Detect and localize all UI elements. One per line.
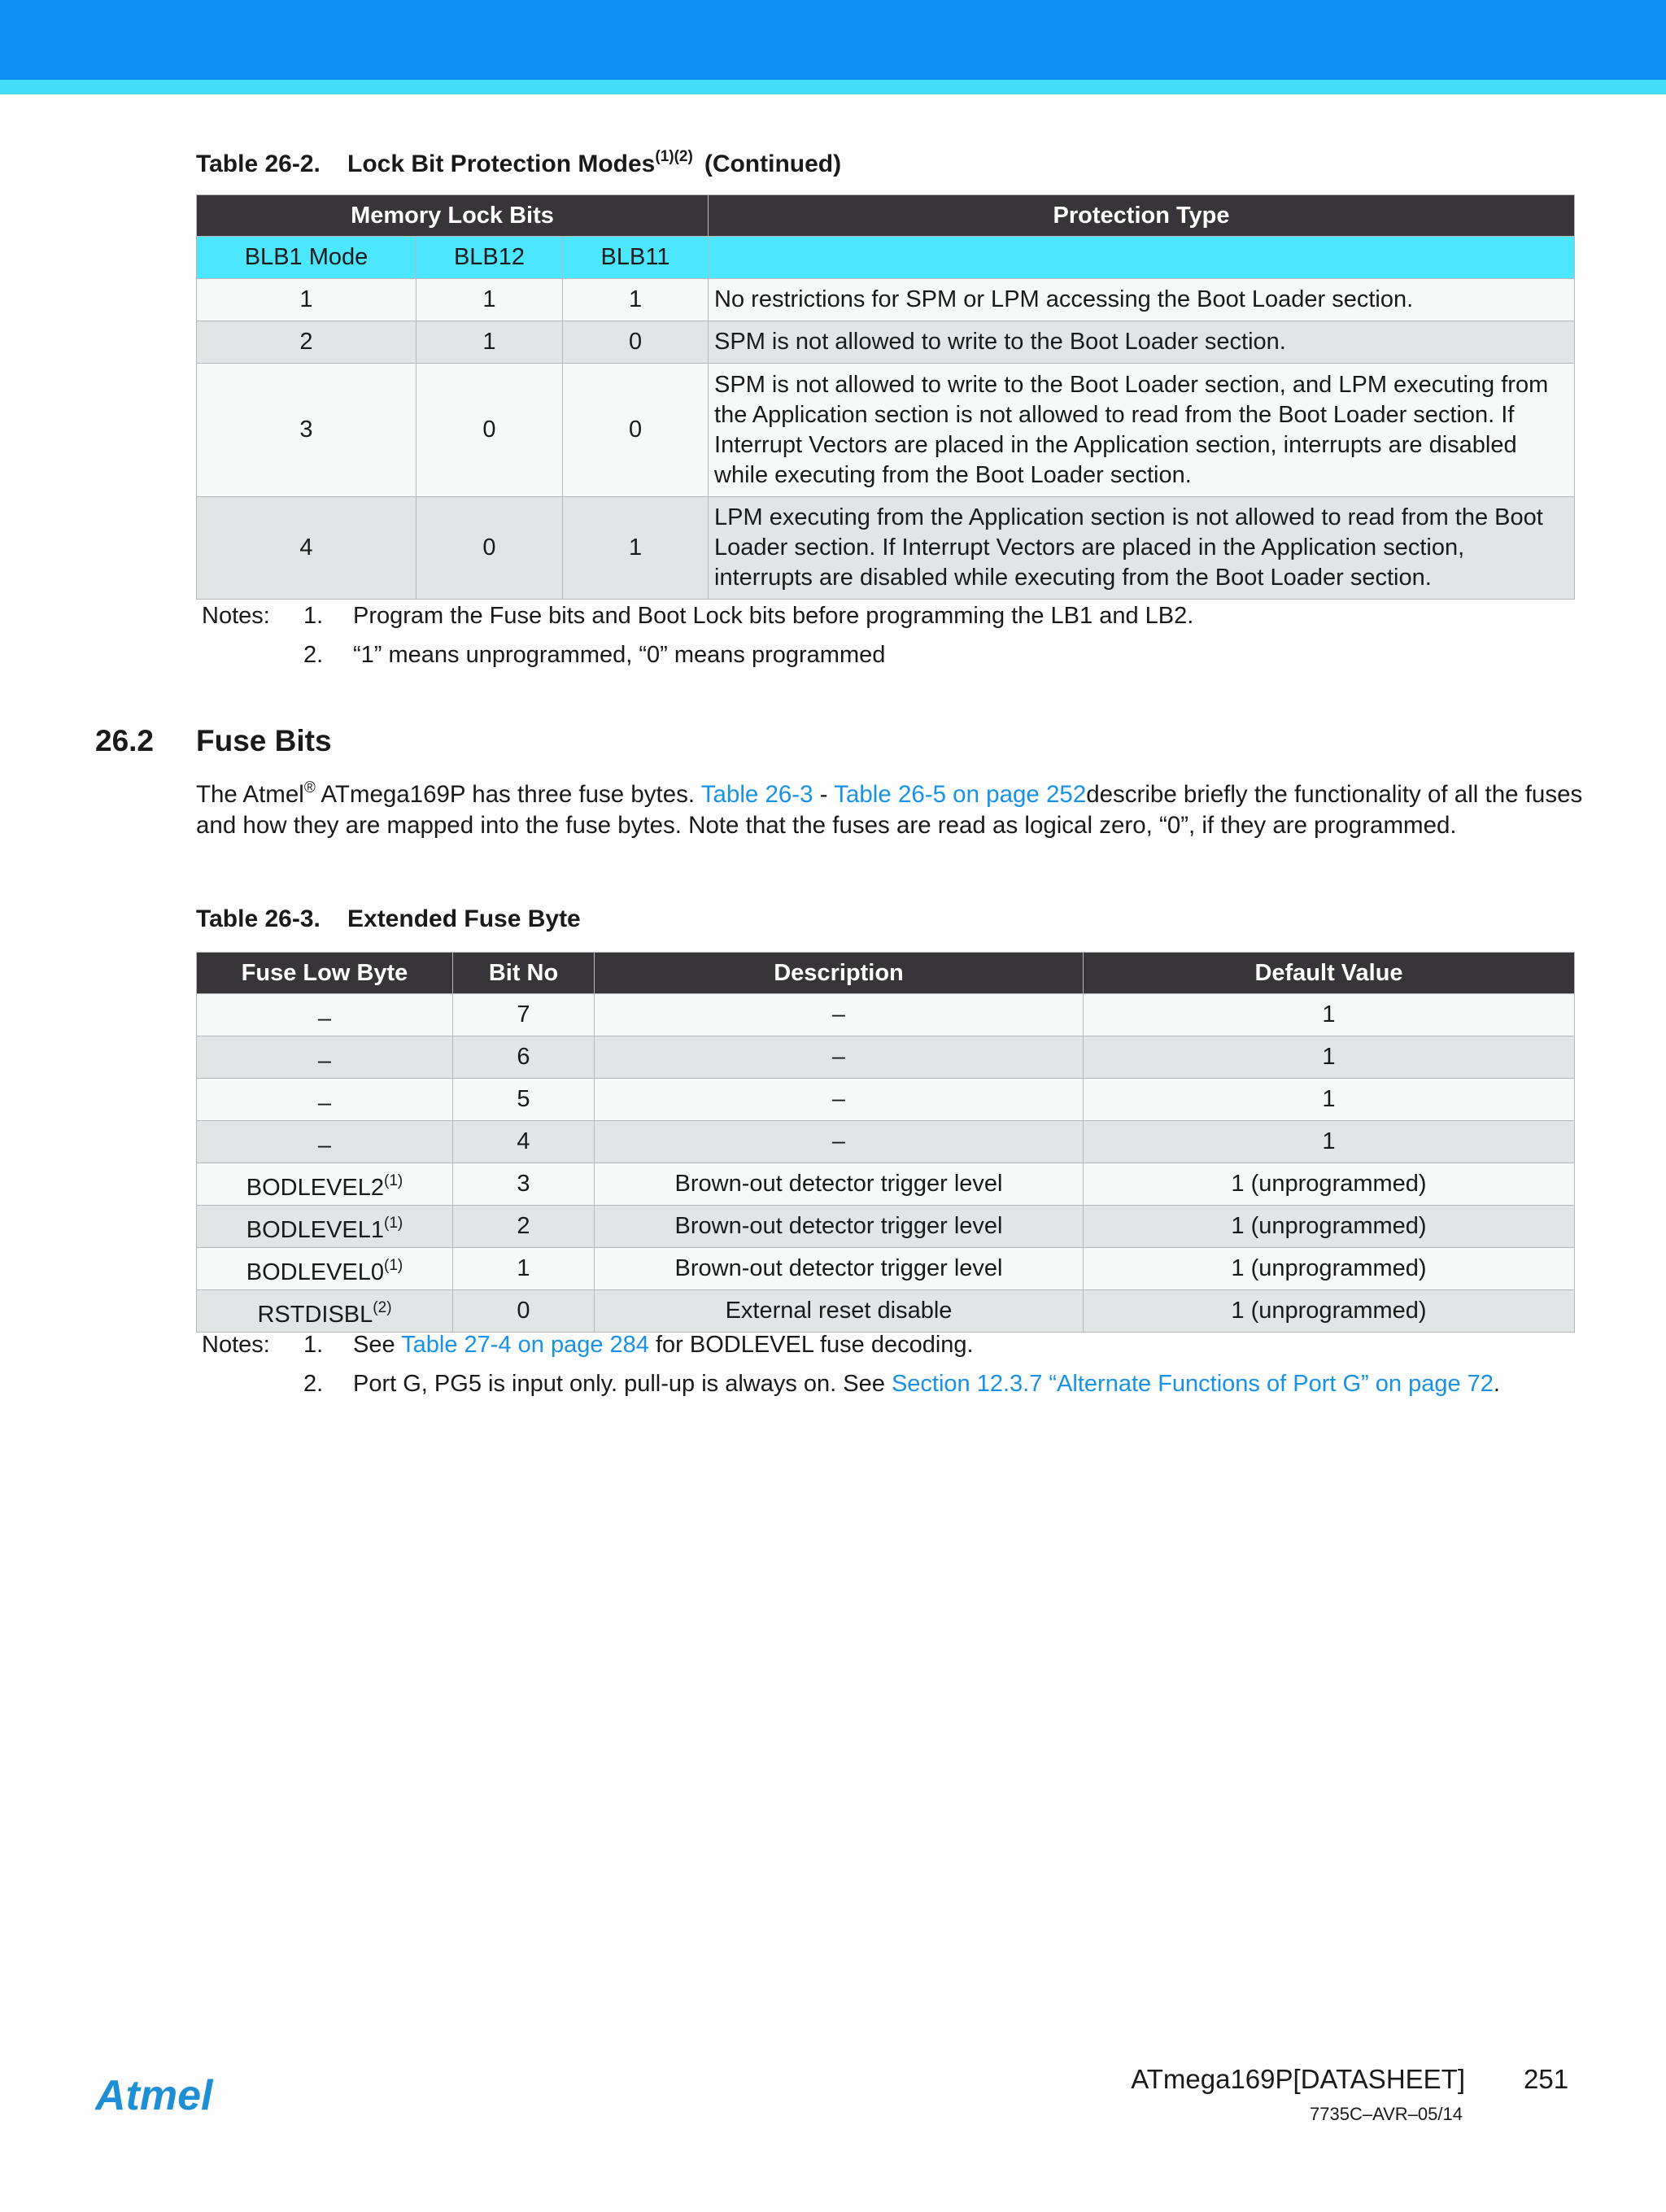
- table-row: [197, 1079, 1575, 1121]
- table-cell: 0: [563, 321, 709, 364]
- table-cell: 1: [453, 1248, 595, 1290]
- table-row: [197, 497, 1575, 600]
- table-cell: BODLEVEL1$^{(1)}$: [197, 1206, 453, 1248]
- table-row: [197, 1206, 1575, 1248]
- table-cell: 1: [1084, 1079, 1575, 1121]
- table2-caption: [196, 905, 581, 933]
- table-27-4-link[interactable]: Table 27-4 on page 284: [401, 1332, 649, 1358]
- notes-label: Notes:: [202, 603, 270, 629]
- page-number: 251: [1524, 2064, 1569, 2094]
- table-cell: 4: [453, 1121, 595, 1163]
- table-cell: 0: [416, 364, 563, 497]
- column-subheader: BLB11: [563, 237, 709, 279]
- table-cell: Brown-out detector trigger level: [595, 1248, 1084, 1290]
- table-cell: 0: [416, 497, 563, 600]
- table-cell: 1 (unprogrammed): [1084, 1163, 1575, 1206]
- table-cell: 1: [563, 497, 709, 600]
- column-header: Protection Type: [709, 195, 1575, 237]
- table1-number: Table 26-2.: [196, 151, 321, 177]
- note-text: Port G, PG5 is input only. pull-up is always on. See Section 12.3.7 “Alternate Functions of Port G” on page 72.: [353, 1371, 1500, 1397]
- note-text: Program the Fuse bits and Boot Lock bits before programming the LB1 and LB2.: [353, 603, 1194, 629]
- table-cell: 7: [453, 994, 595, 1036]
- table-row: [197, 1248, 1575, 1290]
- table-cell: 4: [197, 497, 416, 600]
- section-12-3-7-link[interactable]: Section 12.3.7 “Alternate Functions of Port G” on page 72: [891, 1371, 1494, 1397]
- para-text: ATmega169P has three fuse bytes.: [315, 781, 701, 808]
- table-cell: –: [197, 994, 453, 1036]
- document-code: 7735C–AVR–05/14: [1310, 2104, 1463, 2124]
- table-cell: RSTDISBL$^{(2)}$: [197, 1290, 453, 1333]
- note-number: 2.: [303, 1371, 324, 1397]
- table-cell: 1 (unprogrammed): [1084, 1248, 1575, 1290]
- table-header-row: [197, 953, 1575, 994]
- table-cell: 1: [416, 279, 563, 321]
- column-header: Fuse Low Byte: [197, 953, 453, 994]
- note-text: See Table 27-4 on page 284 for BODLEVEL fuse decoding.: [353, 1332, 974, 1358]
- table-cell: 5: [453, 1079, 595, 1121]
- table-cell: –: [595, 1121, 1084, 1163]
- table-cell: –: [595, 1036, 1084, 1079]
- table-cell: 3: [453, 1163, 595, 1206]
- section-paragraph: [196, 773, 1587, 841]
- column-header: Bit No: [453, 953, 595, 994]
- header-bar: [0, 0, 1666, 80]
- table1-caption: [196, 148, 841, 178]
- column-subheader: BLB12: [416, 237, 563, 279]
- column-header: Default Value: [1084, 953, 1575, 994]
- table-cell: 3: [197, 364, 416, 497]
- table-cell: –: [595, 1079, 1084, 1121]
- table-cell: SPM is not allowed to write to the Boot Loader section.: [709, 321, 1575, 364]
- table-cell: –: [595, 994, 1084, 1036]
- table1-title-sup: (1)(2): [655, 148, 693, 165]
- table-cell: 0: [453, 1290, 595, 1333]
- table-row: [197, 1036, 1575, 1079]
- table-cell: External reset disable: [595, 1290, 1084, 1333]
- table2-number: Table 26-3.: [196, 905, 321, 932]
- table-cell: –: [197, 1036, 453, 1079]
- column-subheader: BLB1 Mode: [197, 237, 416, 279]
- para-text: -: [813, 781, 835, 808]
- table-cell: –: [197, 1079, 453, 1121]
- extended-fuse-byte-table: [196, 952, 1575, 1333]
- section-number: 26.2: [95, 724, 155, 757]
- table-row: [197, 321, 1575, 364]
- table-cell: BODLEVEL0$^{(1)}$: [197, 1248, 453, 1290]
- table-cell: 1: [563, 279, 709, 321]
- logo-text: Atmel: [95, 2072, 213, 2119]
- table-cell: No restrictions for SPM or LPM accessing the Boot Loader section.: [709, 279, 1575, 321]
- table-row: [197, 279, 1575, 321]
- table-cell: –: [197, 1121, 453, 1163]
- table-26-3-link[interactable]: Table 26-3: [700, 781, 813, 808]
- table-row: [197, 994, 1575, 1036]
- table-cell: Brown-out detector trigger level: [595, 1206, 1084, 1248]
- table-cell: 1: [1084, 994, 1575, 1036]
- table-cell: 1: [416, 321, 563, 364]
- document-title: ATmega169P[DATASHEET]: [1131, 2064, 1465, 2094]
- table-cell: 1: [1084, 1121, 1575, 1163]
- table-row: [197, 364, 1575, 497]
- lock-bit-table: [196, 194, 1575, 600]
- table-cell: SPM is not allowed to write to the Boot Loader section, and LPM executing from the Application section is not allowed to read from the Boot Loader section. If Interrupt Vectors are placed in the Application section, interrupts are disabled while executing from the Boot Loader section.: [709, 364, 1575, 497]
- atmel-logo: [95, 2070, 242, 2119]
- column-header: Description: [595, 953, 1084, 994]
- table-row: [197, 1121, 1575, 1163]
- para-text: describe briefly the functionality of all the fuses and how they are mapped into the fuse bytes. Note that the fuses are read as logical zero, “0”, if they are programmed.: [196, 781, 1583, 839]
- table-cell: 2: [453, 1206, 595, 1248]
- table2-title: Extended Fuse Byte: [347, 905, 581, 932]
- section-title: Fuse Bits: [196, 724, 332, 757]
- note-number: 1.: [303, 1332, 324, 1358]
- table-cell: 1: [197, 279, 416, 321]
- column-subheader: [709, 237, 1575, 279]
- table1-continued: (Continued): [704, 151, 842, 177]
- para-text: The Atmel: [196, 781, 304, 808]
- table-row: [197, 1163, 1575, 1206]
- table-subheader-row: [197, 237, 1575, 279]
- table-cell: 2: [197, 321, 416, 364]
- table-26-5-link[interactable]: Table 26-5 on page 252: [834, 781, 1087, 808]
- note-number: 2.: [303, 642, 324, 668]
- table-cell: 1: [1084, 1036, 1575, 1079]
- table-cell: 1 (unprogrammed): [1084, 1290, 1575, 1333]
- header-stripe: [0, 80, 1666, 94]
- registered-mark: ®: [303, 779, 316, 796]
- table-cell: LPM executing from the Application section is not allowed to read from the Boot Loader section. If Interrupt Vectors are placed in the Application section, interrupts are disabled while executing from the Boot Loader section.: [709, 497, 1575, 600]
- note-text: “1” means unprogrammed, “0” means programmed: [353, 642, 886, 668]
- column-header: Memory Lock Bits: [197, 195, 709, 237]
- table-cell: BODLEVEL2$^{(1)}$: [197, 1163, 453, 1206]
- table-cell: 6: [453, 1036, 595, 1079]
- table-cell: 0: [563, 364, 709, 497]
- table1-title: Lock Bit Protection Modes: [347, 151, 656, 177]
- table-cell: 1 (unprogrammed): [1084, 1206, 1575, 1248]
- notes-label: Notes:: [202, 1332, 270, 1358]
- note-number: 1.: [303, 603, 324, 629]
- table-header-row: [197, 195, 1575, 237]
- table-cell: Brown-out detector trigger level: [595, 1163, 1084, 1206]
